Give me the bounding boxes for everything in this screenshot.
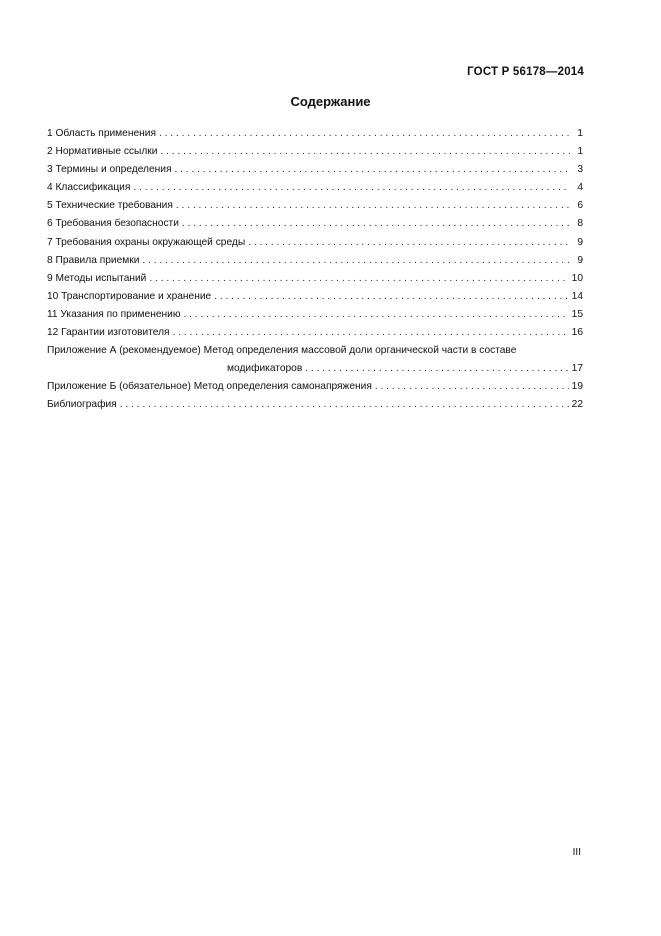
toc-entry-5[interactable] — [47, 197, 583, 215]
toc-entry-label: 8 Правила приемки — [47, 254, 140, 266]
toc-entry-label: 5 Технические требования — [47, 200, 173, 212]
toc-entry-page: 3 — [577, 164, 583, 176]
toc-entry-bibliography[interactable] — [47, 396, 583, 414]
dot-leader — [214, 288, 568, 306]
toc-entry-page: 19 — [571, 381, 583, 393]
dot-leader — [182, 215, 570, 233]
dot-leader — [160, 143, 570, 161]
toc-entry-page: 17 — [571, 363, 583, 375]
dot-leader — [174, 161, 570, 179]
toc-entry-page: 1 — [577, 128, 583, 139]
toc-entry-page: 8 — [577, 218, 583, 230]
toc-entry-page: 14 — [571, 290, 583, 302]
toc-entry-12[interactable] — [47, 324, 583, 342]
dot-leader — [159, 125, 570, 143]
toc-entry-9[interactable] — [47, 270, 583, 288]
toc-entry-8[interactable] — [47, 252, 583, 270]
toc-entry-label: 6 Требования безопасности — [47, 218, 179, 230]
dot-leader — [248, 234, 570, 252]
dot-leader — [142, 252, 570, 270]
dot-leader — [133, 179, 570, 197]
toc-entry-label: 3 Термины и определения — [47, 164, 172, 176]
toc-entry-page: 15 — [571, 308, 583, 320]
toc-entry-page: 16 — [571, 327, 583, 339]
toc-entry-2[interactable] — [47, 143, 583, 161]
dot-leader — [305, 360, 568, 378]
toc-entry-label: 4 Классификация — [47, 182, 131, 194]
toc-entry-label: 7 Требования охраны окружающей среды — [47, 236, 246, 248]
toc-entry-4[interactable] — [47, 179, 583, 197]
toc-entry-label: 10 Транспортирование и хранение — [47, 290, 212, 302]
dot-leader — [120, 396, 569, 414]
toc-entry-page: 22 — [571, 399, 583, 411]
toc-entry-10[interactable] — [47, 288, 583, 306]
dot-leader — [149, 270, 568, 288]
toc-entry-label: 1 Область применения — [47, 128, 156, 139]
toc-entry-11[interactable] — [47, 306, 583, 324]
page-title: Содержание — [290, 94, 371, 109]
toc-entry-page: 9 — [577, 236, 583, 248]
dot-leader — [375, 378, 569, 396]
dot-leader — [183, 306, 568, 324]
toc-entry-label: 11 Указания по применению — [47, 308, 181, 320]
toc-entry-1[interactable] — [47, 125, 583, 143]
document-id-header: ГОСТ Р 56178—2014 — [467, 66, 584, 78]
toc-entry-label: Приложение А (рекомендуемое) Метод определения массовой доли органической части в составе — [47, 345, 517, 357]
toc-entry-page: 9 — [577, 254, 583, 266]
page-number: III — [572, 847, 581, 858]
toc-entry-label: 9 Методы испытаний — [47, 272, 147, 284]
table-of-contents — [47, 125, 583, 415]
toc-entry-label: Приложение Б (обязательное) Метод определения самонапряжения — [47, 381, 372, 393]
toc-entry-page: 4 — [577, 182, 583, 194]
toc-entry-7[interactable] — [47, 234, 583, 252]
toc-entry-label: Библиография — [47, 399, 117, 411]
toc-entry-label: 12 Гарантии изготовителя — [47, 327, 170, 339]
toc-entry-label: модификаторов — [227, 363, 303, 375]
toc-entry-page: 6 — [577, 200, 583, 212]
toc-entry-appendix-a-line1[interactable] — [47, 342, 583, 360]
toc-entry-appendix-a-line2[interactable] — [47, 360, 583, 378]
toc-entry-6[interactable] — [47, 215, 583, 233]
dot-leader — [176, 197, 570, 215]
toc-entry-3[interactable] — [47, 161, 583, 179]
toc-entry-appendix-b[interactable] — [47, 378, 583, 396]
toc-entry-page: 10 — [571, 272, 583, 284]
toc-entry-label: 2 Нормативные ссылки — [47, 146, 158, 158]
dot-leader — [173, 324, 569, 342]
toc-entry-page: 1 — [577, 146, 583, 158]
